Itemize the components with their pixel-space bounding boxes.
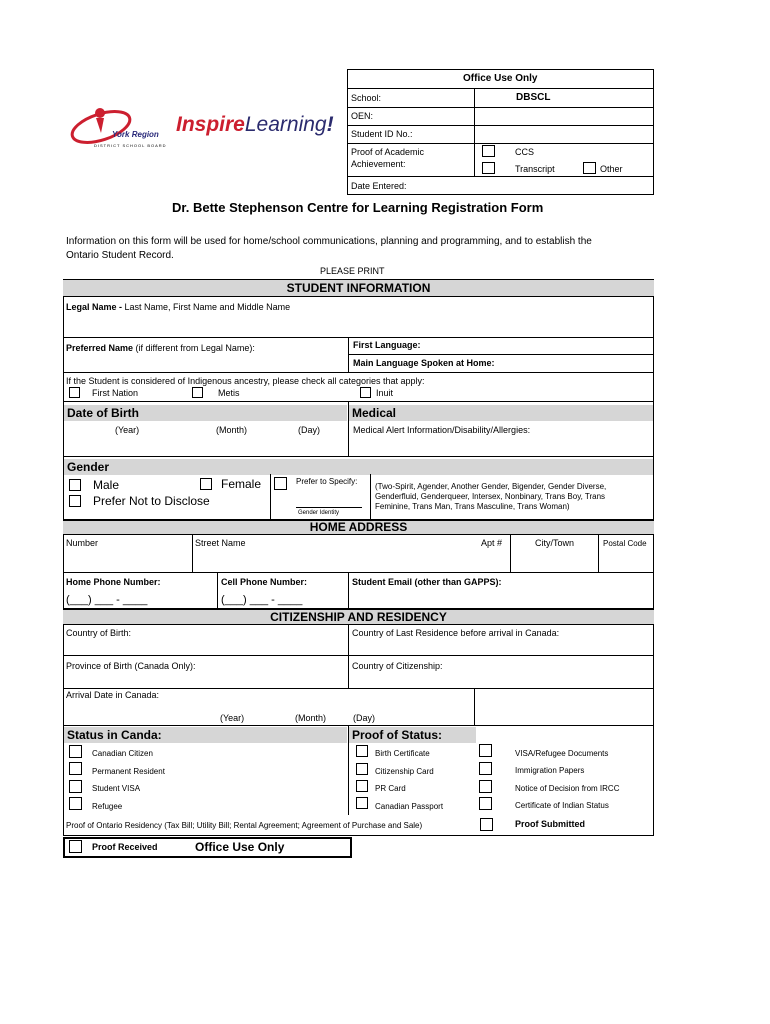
city-field[interactable] — [512, 550, 597, 570]
gender-header: Gender — [64, 459, 653, 475]
student-id-label: Student ID No.: — [351, 129, 413, 139]
proof-submitted-checkbox[interactable] — [480, 818, 493, 831]
preferred-name-rest: (if different from Legal Name): — [133, 343, 255, 353]
citizenship-card-checkbox[interactable] — [356, 763, 368, 775]
proof-a-3: PR Card — [375, 784, 406, 793]
proof-b-3: Notice of Decision from IRCC — [515, 784, 620, 793]
gender-identity-field[interactable] — [296, 490, 362, 508]
canadian-passport-checkbox[interactable] — [356, 797, 368, 809]
legal-name-field[interactable] — [64, 314, 653, 336]
metis-label: Metis — [218, 388, 240, 398]
proof-submitted-label: Proof Submitted — [515, 819, 585, 829]
arrival-day-label: (Day) — [353, 713, 375, 723]
proof-received-checkbox[interactable] — [69, 840, 82, 853]
intro-line-1: Information on this form will be used for home/school communications, planning and programming, and to establish the — [66, 236, 592, 247]
exclaim-text: ! — [326, 113, 334, 136]
prefer-not-checkbox[interactable] — [69, 495, 81, 507]
number-field[interactable] — [64, 550, 191, 570]
preferred-name-bold: Preferred Name — [66, 343, 134, 353]
gender-list-2: Genderfluid, Genderqueer, Intersex, Nonbinary, Trans Boy, Trans — [375, 492, 606, 501]
other-label: Other — [600, 164, 623, 174]
cell-phone-field[interactable]: (___) ___ - ____ — [221, 594, 303, 606]
proof-a-4: Canadian Passport — [375, 802, 444, 811]
dob-month-label: (Month) — [216, 425, 248, 435]
inspire-text: Inspire — [176, 113, 245, 136]
legal-name-rest: Last Name, First Name and Middle Name — [122, 302, 291, 312]
proof-academic-label-1: Proof of Academic — [351, 147, 425, 157]
street-name-label: Street Name — [195, 538, 246, 548]
arrival-month-label: (Month) — [295, 713, 327, 723]
male-checkbox[interactable] — [69, 479, 81, 491]
gender-identity-label: Gender Identity — [298, 510, 340, 516]
permanent-resident-checkbox[interactable] — [69, 762, 82, 775]
oen-label: OEN: — [351, 111, 374, 121]
student-info-header — [63, 279, 654, 297]
inuit-label: Inuit — [376, 388, 394, 398]
school-value: DBSCL — [516, 92, 551, 103]
main-language-label: Main Language Spoken at Home: — [353, 358, 495, 368]
birth-certificate-checkbox[interactable] — [356, 745, 368, 757]
status-header: Status in Canda: — [64, 727, 347, 743]
home-address-title: HOME ADDRESS — [309, 520, 408, 534]
school-label: School: — [351, 93, 382, 103]
dob-header: Date of Birth — [64, 405, 347, 421]
form-title: Dr. Bette Stephenson Centre for Learning Registration Form — [172, 200, 544, 215]
home-address-header — [63, 520, 654, 535]
legal-name-label — [66, 302, 290, 313]
proof-b-1: VISA/Refugee Documents — [515, 749, 609, 758]
first-language-label: First Language: — [353, 340, 421, 350]
proof-b-4: Certificate of Indian Status — [515, 801, 609, 810]
notice-of-decision-checkbox[interactable] — [479, 780, 492, 793]
proof-a-2: Citizenship Card — [375, 767, 434, 776]
pr-card-checkbox[interactable] — [356, 780, 368, 792]
york-region-logo — [68, 103, 168, 153]
proof-a-1: Birth Certificate — [375, 749, 430, 758]
immigration-papers-checkbox[interactable] — [479, 762, 492, 775]
apt-label: Apt # — [481, 538, 503, 548]
home-phone-label: Home Phone Number: — [66, 577, 161, 587]
proof-status-header: Proof of Status: — [349, 727, 476, 743]
status-item-3: Student VISA — [92, 784, 141, 793]
proof-academic-label-2: Achievement: — [351, 159, 406, 169]
arrival-year-label: (Year) — [220, 713, 245, 723]
citizenship-title: CITIZENSHIP AND RESIDENCY — [270, 610, 447, 624]
learning-text: Learning — [244, 113, 327, 136]
proof-received-label: Proof Received — [92, 842, 158, 852]
york-region-text: York Region — [112, 130, 159, 139]
province-birth-label: Province of Birth (Canada Only): — [66, 661, 196, 671]
other-checkbox[interactable] — [583, 162, 596, 174]
country-citizenship-label: Country of Citizenship: — [352, 661, 443, 671]
prefer-not-label: Prefer Not to Disclose — [93, 494, 210, 508]
proof-b-2: Immigration Papers — [515, 766, 585, 775]
metis-checkbox[interactable] — [192, 387, 203, 398]
prefer-specify-label: Prefer to Specify: — [296, 477, 358, 486]
status-item-1: Canadian Citizen — [92, 749, 153, 758]
medical-header: Medical — [349, 405, 653, 421]
intro-line-2: Ontario Student Record. — [66, 250, 174, 261]
transcript-checkbox[interactable] — [482, 162, 495, 174]
gender-list-3: Feminine, Trans Man, Trans Masculine, Trans Woman) — [375, 502, 570, 511]
female-checkbox[interactable] — [200, 478, 212, 490]
gender-list-1: (Two-Spirit, Agender, Another Gender, Bigender, Gender Diverse, — [375, 482, 607, 491]
ccs-checkbox[interactable] — [482, 145, 495, 157]
status-item-2: Permanent Resident — [92, 767, 165, 776]
transcript-label: Transcript — [515, 164, 555, 174]
refugee-checkbox[interactable] — [69, 797, 82, 810]
ccs-label: CCS — [515, 147, 535, 157]
student-email-field[interactable] — [350, 590, 652, 608]
indigenous-question: If the Student is considered of Indigenous ancestry, please check all categories that apply: — [66, 376, 425, 386]
canadian-citizen-checkbox[interactable] — [69, 745, 82, 758]
citizenship-header — [63, 609, 654, 625]
legal-name-bold: Legal Name - — [66, 302, 123, 312]
first-nation-label: First Nation — [92, 388, 139, 398]
office-use-title: Office Use Only — [463, 73, 538, 84]
office-use-bottom-label: Office Use Only — [195, 840, 285, 854]
medical-info-label: Medical Alert Information/Disability/Allergies: — [353, 425, 531, 435]
male-label: Male — [93, 478, 120, 492]
residency-proof-label: Proof of Ontario Residency (Tax Bill; Utility Bill; Rental Agreement; Agreement of Purchase and Sale) — [66, 821, 423, 830]
oen-field[interactable] — [475, 107, 653, 124]
visa-refugee-docs-checkbox[interactable] — [479, 744, 492, 757]
cell-phone-label: Cell Phone Number: — [221, 577, 308, 587]
number-label: Number — [66, 538, 99, 548]
dob-year-label: (Year) — [115, 425, 140, 435]
prefer-specify-checkbox[interactable] — [274, 477, 287, 490]
indian-status-checkbox[interactable] — [479, 797, 492, 810]
status-item-4: Refugee — [92, 802, 123, 811]
street-name-field[interactable] — [194, 550, 474, 570]
last-residence-label: Country of Last Residence before arrival in Canada: — [352, 628, 560, 638]
home-phone-field[interactable]: (___) ___ - ____ — [66, 594, 148, 606]
inspire-learning-logo — [176, 112, 334, 138]
inuit-checkbox[interactable] — [360, 387, 371, 398]
student-id-field[interactable] — [475, 125, 653, 142]
country-birth-label: Country of Birth: — [66, 628, 132, 638]
student-info-title: STUDENT INFORMATION — [286, 281, 431, 295]
student-visa-checkbox[interactable] — [69, 780, 82, 793]
york-region-subtext: DISTRICT SCHOOL BOARD — [94, 143, 167, 148]
female-label: Female — [221, 477, 262, 491]
medical-info-field[interactable] — [350, 437, 652, 455]
preferred-name-label — [66, 343, 255, 354]
city-label: City/Town — [535, 538, 575, 548]
please-print: PLEASE PRINT — [320, 266, 385, 276]
arrival-date-label: Arrival Date in Canada: — [66, 690, 160, 700]
postal-code-label: Postal Code — [603, 539, 647, 548]
dob-day-label: (Day) — [298, 425, 320, 435]
first-nation-checkbox[interactable] — [69, 387, 80, 398]
student-email-label: Student Email (other than GAPPS): — [352, 577, 502, 587]
date-entered-label: Date Entered: — [351, 181, 407, 191]
